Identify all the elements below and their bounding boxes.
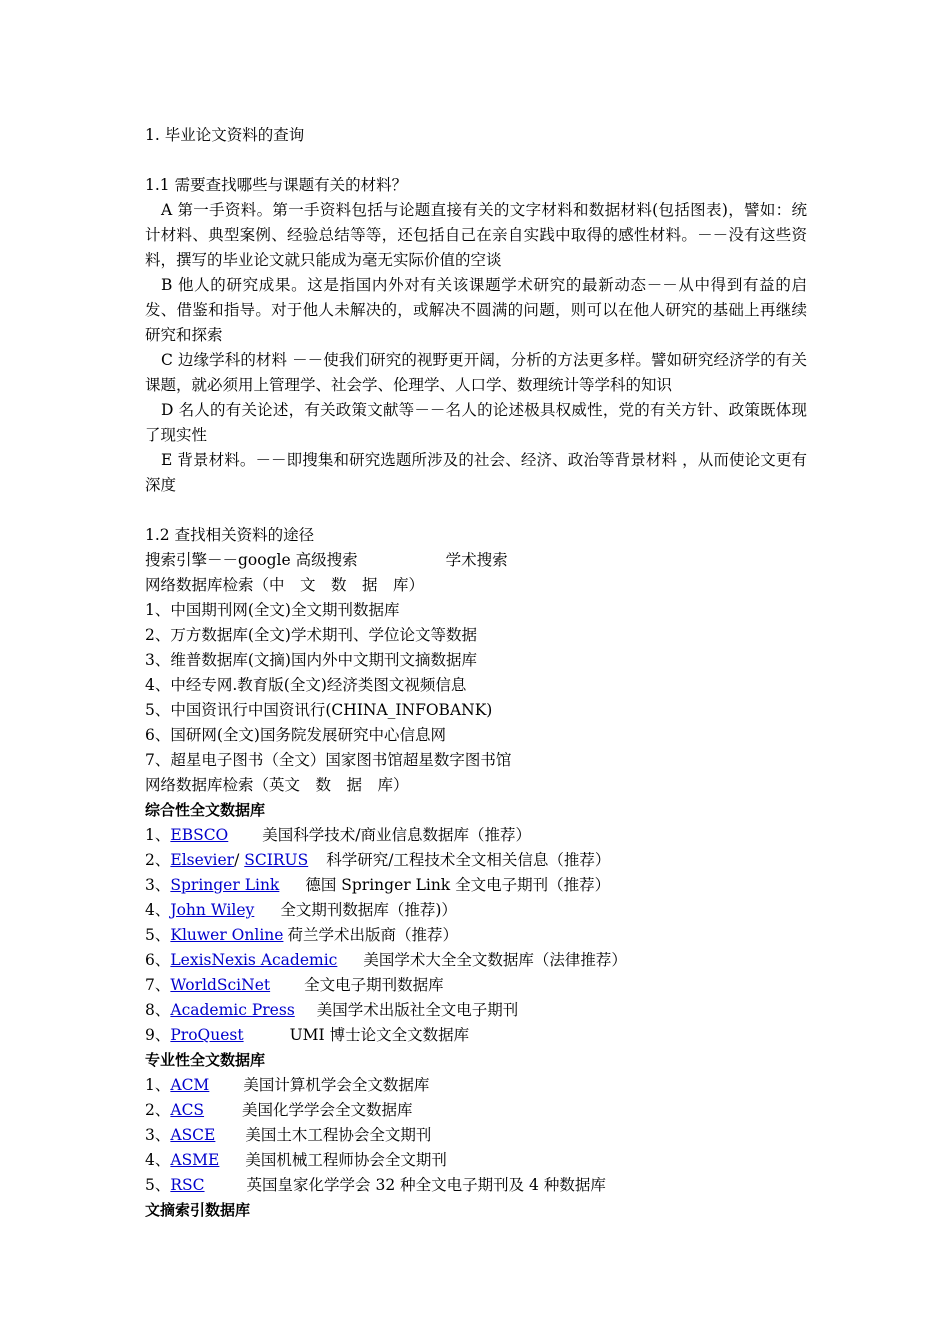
item-number: 6、 xyxy=(145,951,171,969)
item-number: 9、 xyxy=(145,1026,171,1044)
comprehensive-db-item xyxy=(145,948,807,973)
paragraph-c: C 边缘学科的材料 －－使我们研究的视野更开阔，分析的方法更多样。譬如研究经济学的有关课题，就必须用上管理学、社会学、伦理学、人口学、数理统计等学科的知识 xyxy=(145,351,807,394)
comprehensive-db-item xyxy=(145,923,807,948)
item-description: 美国学术大全全文数据库（法律推荐） xyxy=(363,951,627,969)
elsevier-link[interactable]: Elsevier xyxy=(170,851,235,869)
paragraph-a: A 第一手资料。第一手资料包括与论题直接有关的文字材料和数据材料(包括图表)，譬如：统计材料、典型案例、经验总结等等，还包括自己在亲自实践中取得的感性材料。－－没有这些资料，撰写的毕业论文就只能成为毫无实际价值的空谈 xyxy=(145,201,807,269)
item-number: 4、 xyxy=(145,1151,171,1169)
item-number: 7、 xyxy=(145,976,171,994)
academic-press-link[interactable]: Academic Press xyxy=(170,1001,295,1019)
item-number: 3、 xyxy=(145,1126,171,1144)
proquest-link[interactable]: ProQuest xyxy=(170,1026,244,1044)
comprehensive-db-item xyxy=(145,1023,807,1048)
scirus-link[interactable]: SCIRUS xyxy=(244,851,309,869)
document-page xyxy=(145,123,807,1223)
ebsco-link[interactable]: EBSCO xyxy=(170,826,229,844)
item-description: 英国皇家化学学会 32 种全文电子期刊及 4 种数据库 xyxy=(246,1176,606,1194)
professional-db-item xyxy=(145,1173,807,1198)
section-1-1-title: 1.1 需要查找哪些与课题有关的材料？ xyxy=(145,176,408,194)
item-number: 1、 xyxy=(145,826,171,844)
search-engine-text: 搜索引擎－－google 高级搜索 xyxy=(145,551,358,569)
comprehensive-db-title: 综合性全文数据库 xyxy=(145,801,266,819)
john-wiley-link[interactable]: John Wiley xyxy=(170,901,255,919)
comprehensive-db-item xyxy=(145,848,807,873)
cn-db-item: 7、超星电子图书（全文）国家图书馆超星数字图书馆 xyxy=(145,751,512,769)
cn-db-item: 5、中国资讯行中国资讯行(CHINA_INFOBANK) xyxy=(145,701,493,719)
comprehensive-db-item xyxy=(145,873,807,898)
main-heading: 1. 毕业论文资料的查询 xyxy=(145,126,305,144)
item-number: 5、 xyxy=(145,926,171,944)
paragraph-b: B 他人的研究成果。这是指国内外对有关该课题学术研究的最新动态－－从中得到有益的启发、借鉴和指导。对于他人未解决的，或解决不圆满的问题，则可以在他人研究的基础上再继续研究和探索 xyxy=(145,276,807,344)
professional-db-title: 专业性全文数据库 xyxy=(145,1051,266,1069)
professional-db-item xyxy=(145,1148,807,1173)
paragraph-d: D 名人的有关论述，有关政策文献等－－名人的论述极具权威性，党的有关方针、政策既体现了现实性 xyxy=(145,401,807,444)
item-description: 科学研究/工程技术全文相关信息（推荐） xyxy=(326,851,611,869)
cn-db-title: 网络数据库检索（中 文 数 据 库） xyxy=(145,576,425,594)
item-number: 3、 xyxy=(145,876,171,894)
item-number: 4、 xyxy=(145,901,171,919)
worldscinet-link[interactable]: WorldSciNet xyxy=(170,976,271,994)
search-engine-line xyxy=(145,548,807,573)
cn-db-item: 4、中经专网.教育版(全文)经济类图文视频信息 xyxy=(145,676,467,694)
professional-db-item xyxy=(145,1123,807,1148)
item-description: 荷兰学术出版商（推荐） xyxy=(287,926,458,944)
en-db-title: 网络数据库检索（英文 数 据 库） xyxy=(145,776,409,794)
item-description: 美国化学学会全文数据库 xyxy=(242,1101,413,1119)
scholar-search-text: 学术搜索 xyxy=(445,551,508,569)
item-description: 全文期刊数据库（推荐)） xyxy=(280,901,457,919)
cn-db-item: 3、维普数据库(文摘)国内外中文期刊文摘数据库 xyxy=(145,651,477,669)
acm-link[interactable]: ACM xyxy=(170,1076,210,1094)
professional-db-item xyxy=(145,1073,807,1098)
comprehensive-db-item xyxy=(145,998,807,1023)
cn-db-item: 1、中国期刊网(全文)全文期刊数据库 xyxy=(145,601,400,619)
paragraph-e: E 背景材料。－－即搜集和研究选题所涉及的社会、经济、政治等背景材料 ，从而使论文更有深度 xyxy=(145,451,807,494)
acs-link[interactable]: ACS xyxy=(170,1101,205,1119)
item-description: UMI 博士论文全文数据库 xyxy=(289,1026,470,1044)
asme-link[interactable]: ASME xyxy=(170,1151,220,1169)
item-number: 5、 xyxy=(145,1176,171,1194)
rsc-link[interactable]: RSC xyxy=(170,1176,205,1194)
item-description: 美国学术出版社全文电子期刊 xyxy=(316,1001,519,1019)
separator: / xyxy=(234,851,245,869)
section-1-2-title: 1.2 查找相关资料的途径 xyxy=(145,526,315,544)
abstract-db-title: 文摘索引数据库 xyxy=(145,1201,251,1219)
comprehensive-db-item xyxy=(145,898,807,923)
item-number: 1、 xyxy=(145,1076,171,1094)
item-description: 美国土木工程协会全文期刊 xyxy=(245,1126,432,1144)
item-description: 美国机械工程师协会全文期刊 xyxy=(245,1151,447,1169)
blank-line xyxy=(145,148,807,173)
lexisnexis-link[interactable]: LexisNexis Academic xyxy=(170,951,338,969)
item-description: 全文电子期刊数据库 xyxy=(304,976,444,994)
item-description: 德国 Springer Link 全文电子期刊（推荐） xyxy=(305,876,611,894)
cn-db-item: 2、万方数据库(全文)学术期刊、学位论文等数据 xyxy=(145,626,477,644)
item-description: 美国科学技术/商业信息数据库（推荐） xyxy=(262,826,531,844)
comprehensive-db-item xyxy=(145,823,807,848)
item-description: 美国计算机学会全文数据库 xyxy=(243,1076,430,1094)
item-number: 8、 xyxy=(145,1001,171,1019)
asce-link[interactable]: ASCE xyxy=(170,1126,216,1144)
kluwer-online-link[interactable]: Kluwer Online xyxy=(170,926,284,944)
springer-link[interactable]: Springer Link xyxy=(170,876,280,894)
professional-db-item xyxy=(145,1098,807,1123)
cn-db-item: 6、国研网(全文)国务院发展研究中心信息网 xyxy=(145,726,446,744)
item-number: 2、 xyxy=(145,851,171,869)
item-number: 2、 xyxy=(145,1101,171,1119)
comprehensive-db-item xyxy=(145,973,807,998)
blank-line xyxy=(145,498,807,523)
